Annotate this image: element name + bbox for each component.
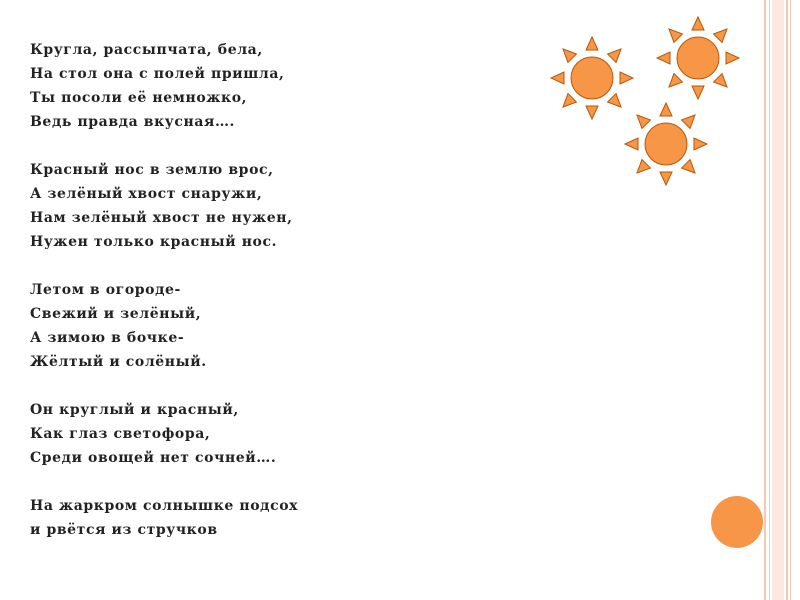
sun-ray	[692, 17, 704, 30]
poem-line: и рвётся из стручков	[30, 522, 218, 538]
poem-stanza-5	[30, 494, 430, 542]
poem-line: Кругла, рассыпчата, бела,	[30, 42, 263, 58]
sun-icon	[622, 100, 710, 188]
sun-ray	[586, 106, 598, 119]
poem-line: А зелёный хвост снаружи,	[30, 186, 263, 202]
sun-ray	[657, 52, 670, 64]
circle-icon	[711, 496, 763, 548]
poem-line: Летом в огороде-	[30, 282, 181, 298]
sun-ray	[608, 45, 626, 63]
poem-stanza-2	[30, 158, 430, 254]
sun-ray	[682, 160, 700, 178]
sun-ray	[660, 103, 672, 116]
sun-ray	[714, 74, 732, 92]
sun-ray	[694, 138, 707, 150]
poem-line: Как глаз светофора,	[30, 426, 211, 442]
sun-ray	[633, 111, 651, 129]
sun-ray	[586, 37, 598, 50]
poem-stanza-1	[30, 38, 430, 134]
poem-line: Он круглый и красный,	[30, 402, 239, 418]
sun-ray	[559, 45, 577, 63]
poem-line: Жёлтый и солёный.	[30, 354, 207, 370]
slide-border-stripe	[790, 0, 791, 600]
sun-disc	[571, 57, 613, 99]
poem-line: Ты посоли её немножко,	[30, 90, 248, 106]
poem-line: На жаркром солнышке подсох	[30, 498, 299, 514]
sun-ray	[714, 25, 732, 43]
poem-text-block	[30, 38, 430, 566]
sun-ray	[665, 74, 683, 92]
sun-icon	[654, 14, 742, 102]
poem-line: На стол она с полей пришла,	[30, 66, 285, 82]
sun-ray	[551, 72, 564, 84]
poem-line: Ведь правда вкусная….	[30, 114, 236, 130]
slide-border-stripe	[772, 0, 784, 600]
poem-line: Свежий и зелёный,	[30, 306, 202, 322]
poem-line: Красный нос в землю врос,	[30, 162, 274, 178]
sun-ray	[692, 86, 704, 99]
sun-ray	[682, 111, 700, 129]
poem-line: А зимою в бочке-	[30, 330, 185, 346]
sun-ray	[559, 94, 577, 112]
sun-ray	[620, 72, 633, 84]
poem-line: Нужен только красный нос.	[30, 234, 278, 250]
sun-ray	[726, 52, 739, 64]
slide-border-stripe	[769, 0, 770, 600]
sun-ray	[665, 25, 683, 43]
sun-ray	[660, 172, 672, 185]
sun-ray	[633, 160, 651, 178]
sun-ray	[625, 138, 638, 150]
sun-disc	[677, 37, 719, 79]
poem-line: Среди овощей нет сочней….	[30, 450, 277, 466]
poem-stanza-4	[30, 398, 430, 470]
sun-disc	[645, 123, 687, 165]
slide-border-stripe	[764, 0, 766, 600]
poem-stanza-3	[30, 278, 430, 374]
slide-border-stripe	[786, 0, 788, 600]
poem-line: Нам зелёный хвост не нужен,	[30, 210, 293, 226]
